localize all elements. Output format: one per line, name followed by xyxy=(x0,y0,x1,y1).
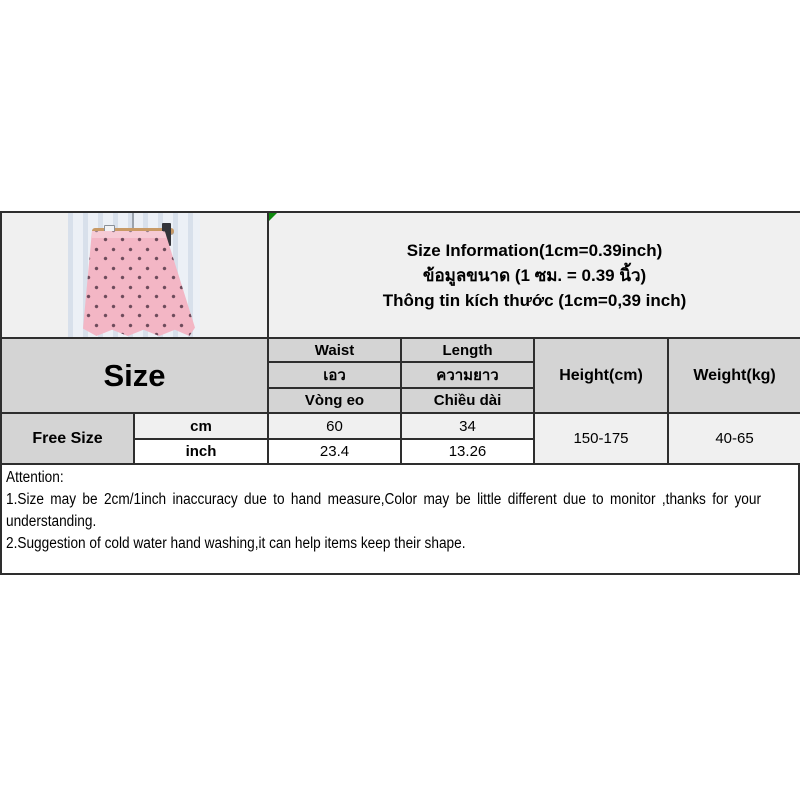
size-info-header-cell xyxy=(268,212,800,338)
length-inch-value: 13.26 xyxy=(401,439,534,464)
waist-header-vi: Vòng eo xyxy=(268,388,401,413)
weight-header-cell: Weight(kg) xyxy=(668,338,800,413)
unit-inch-cell: inch xyxy=(134,439,268,464)
height-range-value: 150-175 xyxy=(534,413,668,464)
length-header-th: ความยาว xyxy=(401,362,534,388)
photo-header-row xyxy=(1,212,800,338)
attention-box xyxy=(0,465,800,575)
size-table xyxy=(0,211,800,465)
product-photo xyxy=(68,213,200,337)
attention-line-3: 2.Suggestion of cold water hand washing,it can help items keep their shape. xyxy=(6,535,466,552)
height-header-cell: Height(cm) xyxy=(534,338,668,413)
attention-line-1: 1.Size may be 2cm/1inch inaccuracy due to hand measure,Color may be little different due to monitor ,thanks for your xyxy=(6,491,762,508)
green-corner-flag-icon xyxy=(269,213,277,221)
attention-line-2: understanding. xyxy=(6,513,97,530)
length-header-en: Length xyxy=(401,338,534,362)
header-row-en xyxy=(1,338,800,362)
product-photo-cell xyxy=(1,212,268,338)
waist-header-en: Waist xyxy=(268,338,401,362)
cm-value-row xyxy=(1,413,800,439)
waist-header-th: เอว xyxy=(268,362,401,388)
attention-title: Attention: xyxy=(6,469,64,486)
skirt-graphic xyxy=(83,231,195,336)
free-size-label-cell: Free Size xyxy=(1,413,134,464)
size-chart-body xyxy=(0,211,800,575)
length-cm-value: 34 xyxy=(401,413,534,439)
attention-text xyxy=(6,467,798,555)
weight-range-value: 40-65 xyxy=(668,413,800,464)
size-info-title-en: Size Information(1cm=0.39inch) xyxy=(406,240,663,260)
size-header-cell: Size xyxy=(1,338,268,413)
waist-cm-value: 60 xyxy=(268,413,401,439)
size-info-title-vi: Thông tin kích thước (1cm=0,39 inch) xyxy=(382,290,687,310)
length-header-vi: Chiều dài xyxy=(401,388,534,413)
waist-inch-value: 23.4 xyxy=(268,439,401,464)
size-info-title-th: ข้อมูลขนาด (1 ซม. = 0.39 นิ้ว) xyxy=(422,265,647,285)
unit-cm-cell: cm xyxy=(134,413,268,439)
